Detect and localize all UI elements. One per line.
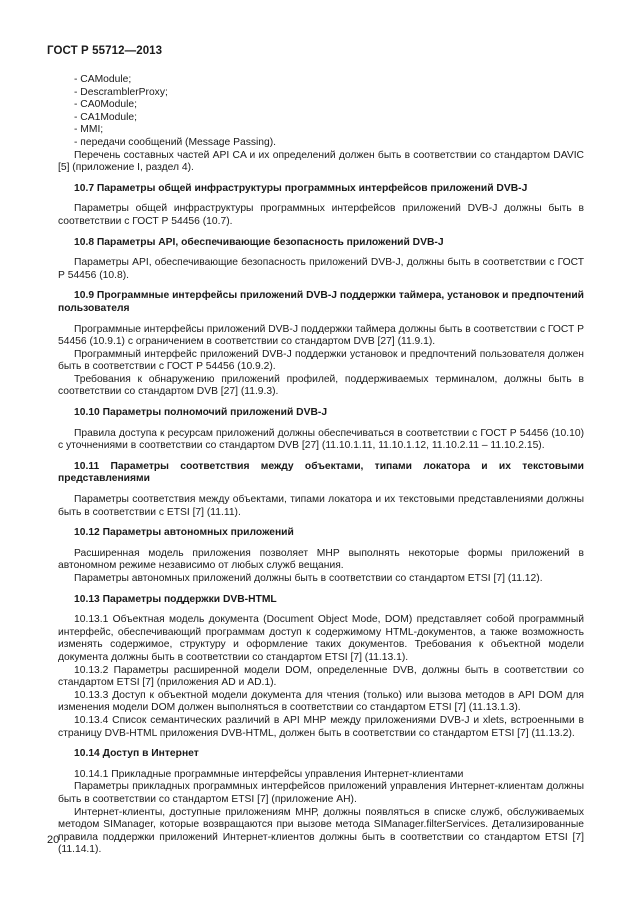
body-paragraph: Программный интерфейс приложений DVB-J поддержки установок и предпочтений пользователя должен быть в соответствии с ГОСТ Р 54456 (10.9.2).: [58, 348, 584, 373]
section-heading: 10.14 Доступ в Интернет: [74, 748, 199, 760]
body-paragraph: Требования к обнаружению приложений профилей, поддерживаемых терминалом, должны быть в соответствии со стандартом DVB [27] (11.9.3).: [58, 373, 584, 398]
list-item: - CA0Module;: [74, 99, 137, 111]
list-item: - передачи сообщений (Message Passing).: [74, 136, 277, 148]
body-paragraph: Программные интерфейсы приложений DVB-J поддержки таймера должны быть в соответствии с ГОСТ Р 54456 (10.9.1) с ограничением в соответствии со стандартом DVB [27] (11.9.1).: [58, 323, 584, 348]
body-paragraph: 10.13.3 Доступ к объектной модели документа для чтения (только) или вызова методов в API DOM для изменения модели DOM должен выполняться в соответствии со стандартом ETSI [7] (11.13.1.3).: [58, 689, 584, 714]
section-heading: 10.8 Параметры API, обеспечивающие безопасность приложений DVB-J: [74, 236, 444, 248]
list-item: - CA1Module;: [74, 111, 137, 123]
list-item: - MMI;: [74, 124, 104, 136]
body-paragraph: Правила доступа к ресурсам приложений должны обеспечиваться в соответствии с ГОСТ Р 54456 (10.10) с уточнениями в соответствии со стандартом DVB [27] (11.10.1.11, 11.10.1.12, 11.10.2.11 – 11.10.2.15).: [58, 427, 584, 452]
page-number: 20: [47, 834, 60, 846]
list-item: - DescramblerProxy;: [74, 86, 168, 98]
body-paragraph: 10.13.2 Параметры расширенной модели DOM, определенные DVB, должны быть в соответствии со стандартом ETSI [7] (приложения AD и AD.1).: [58, 664, 584, 689]
body-paragraph: Параметры общей инфраструктуры программных интерфейсов приложений DVB-J должны быть в соответствии с ГОСТ Р 54456 (10.7).: [58, 203, 584, 227]
body-paragraph: Перечень составных частей API CA и их определений должен быть в соответствии со стандартом DAVIC [5] (приложение I, раздел 4).: [58, 149, 584, 174]
section-heading: 10.7 Параметры общей инфраструктуры программных интерфейсов приложений DVB-J: [74, 182, 528, 194]
body-paragraph: Параметры API, обеспечивающие безопасность приложений DVB-J, должны быть в соответствии с ГОСТ Р 54456 (10.8).: [58, 257, 584, 281]
body-paragraph: 10.13.1 Объектная модель документа (Document Object Mode, DOM) представляет собой программный интерфейс, обеспечивающий программам доступ к содержимому HTML-документов, а также возможность изменять содержимое, структуру и оформление таких документов. Требования к объектной модели документа должны быть в соответствии со стандартом ETSI [7] (11.13.1).: [58, 614, 584, 663]
section-heading: 10.11 Параметры соответствия между объектами, типами локатора и их текстовыми представлениями: [58, 460, 584, 485]
section-heading: 10.12 Параметры автономных приложений: [74, 527, 294, 539]
body-paragraph: Расширенная модель приложения позволяет МНР выполнять некоторые формы приложений в автономном режиме независимо от любых служб вещания.: [58, 547, 584, 572]
page-body: [58, 74, 584, 857]
body-paragraph: Параметры прикладных программных интерфейсов приложений управления Интернет-клиентам должны быть в соответствии со стандартом ETSI [7] (приложение АН).: [58, 781, 584, 805]
body-paragraph: Параметры соответствия между объектами, типами локатора и их текстовыми представлениями должны быть в соответствии с ETSI [7] (11.11).: [58, 494, 584, 518]
section-heading: 10.9 Программные интерфейсы приложений DVB-J поддержки таймера, установок и предпочтений пользователя: [58, 290, 584, 314]
body-paragraph: 10.14.1 Прикладные программные интерфейсы управления Интернет-клиентами: [74, 768, 464, 780]
document-header: ГОСТ Р 55712—2013: [47, 45, 163, 57]
list-item: - CAModule;: [74, 74, 132, 85]
body-paragraph: 10.13.4 Список семантических различий в API МНР между приложениями DVB-J и xlets, встроенными в страницу DVB-HTML приложения DVB-HTML, должен быть в соответствии со стандартом ETSI [7] (11.13.2).: [58, 714, 584, 739]
body-paragraph: Параметры автономных приложений должны быть в соответствии со стандартом ETSI [7] (11.12).: [74, 573, 543, 584]
section-heading: 10.13 Параметры поддержки DVB-HTML: [74, 593, 277, 605]
section-heading: 10.10 Параметры полномочий приложений DVB-J: [74, 407, 328, 419]
body-paragraph: Интернет-клиенты, доступные приложениям МНР, должны появляться в списке служб, обслуживаемых методом SIManager, которые возвращаются при вызове метода SIManager.filterServices. Детализированные правила поддержки приложений Интернет-клиентов должны быть в соответствии со стандартом ETSI [7] (11.14.1).: [58, 806, 584, 856]
